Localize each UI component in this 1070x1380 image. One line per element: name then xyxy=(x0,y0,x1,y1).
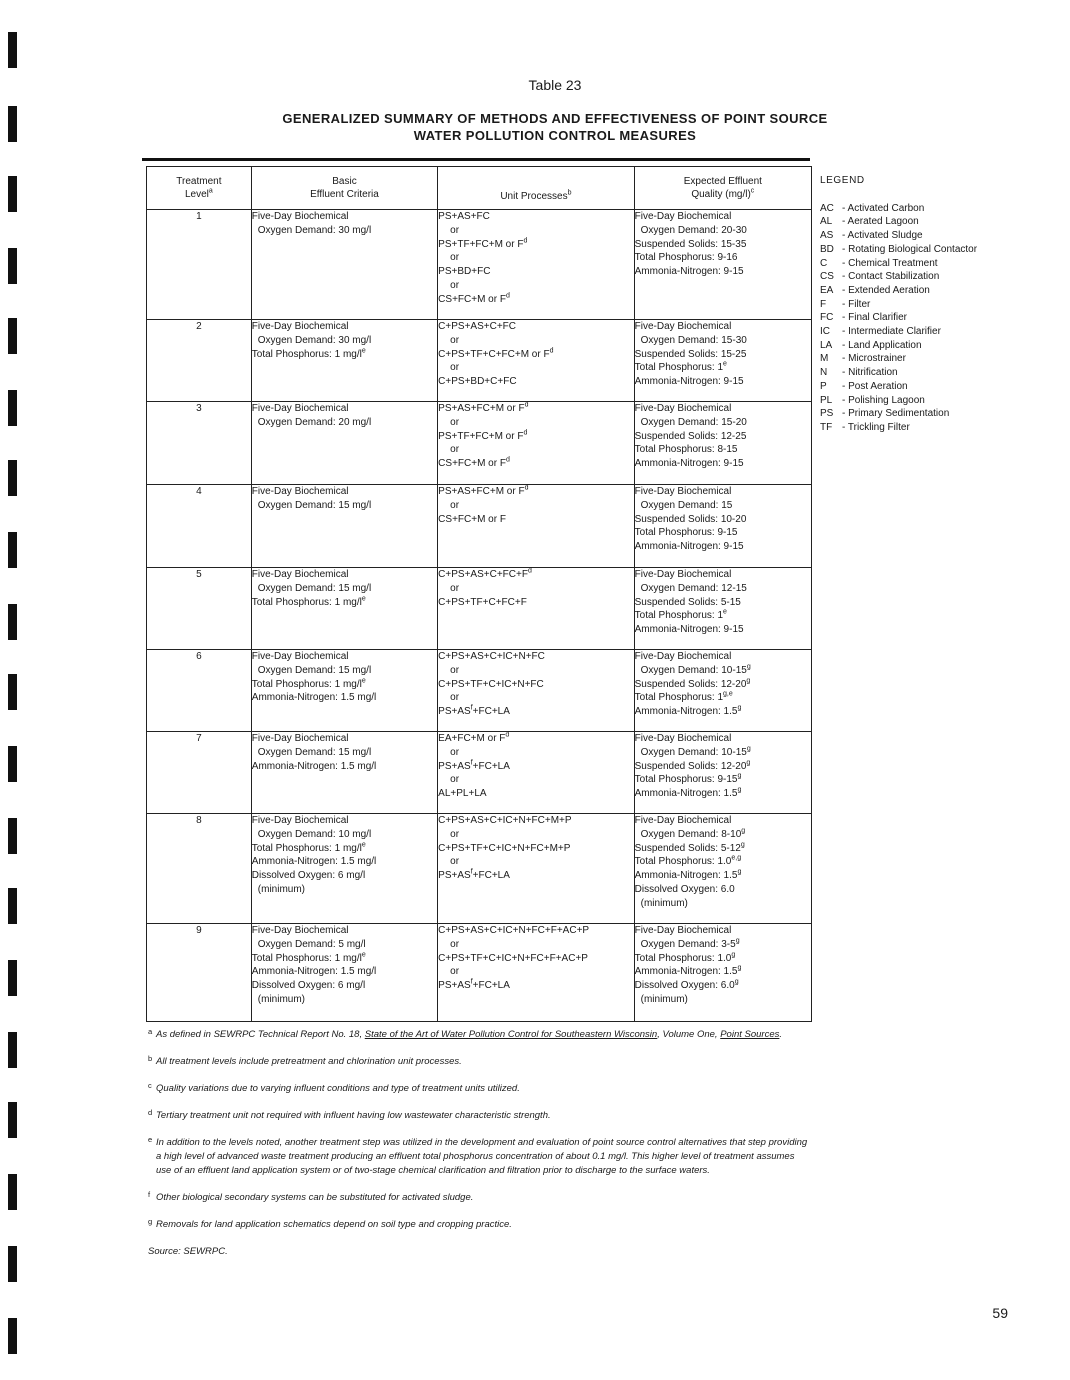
processes-cell: C+PS+AS+C+FC or C+PS+TF+C+FC+M or $F^d$ or C+PS+BD+C+FC xyxy=(438,320,634,402)
table-row xyxy=(147,732,812,814)
legend-item: AL - Aerated Lagoon xyxy=(820,216,919,228)
footnote-d: d Tertiary treatment unit not required with influent having low wastewater characteristic strength. xyxy=(148,1108,551,1121)
header-quality: Expected Effluent Quality $(mg/l)^c$ xyxy=(634,167,811,210)
binding-marks xyxy=(8,0,22,1380)
table-row xyxy=(147,210,812,320)
legend-item: TF - Trickling Filter xyxy=(820,421,910,433)
summary-table xyxy=(146,166,812,1022)
table-row xyxy=(147,402,812,485)
title-line: GENERALIZED SUMMARY OF METHODS AND EFFECTIVENESS OF POINT SOURCE xyxy=(282,111,828,126)
quality-cell: Five-Day Biochemical Oxygen Demand: 10-15$^g$ Suspended Solids: 12-20$^g$ Total Phosphorus: 9-15$^g$ Ammonia-Nitrogen: 1.5$^g$ xyxy=(634,732,811,814)
processes-cell: C+PS+AS+C+IC+N+FC+M+P or C+PS+TF+C+IC+N+FC+M+P or $PS+AS^f+FC+LA$ xyxy=(438,814,634,924)
criteria-cell: Five-Day Biochemical Oxygen Demand: 20 mg/l xyxy=(251,402,437,485)
level-cell: 5 xyxy=(147,568,252,650)
quality-cell: Five-Day Biochemical Oxygen Demand: 3-5$^g$ Total Phosphorus: 1.0$^g$ Ammonia-Nitrogen: 1.5$^g$ Dissolved Oxygen: 6.0$^g$ (minimum) xyxy=(634,924,811,1022)
footnote-g: g Removals for land application schematics depend on soil type and cropping practice. xyxy=(148,1217,512,1230)
legend-item: N - Nitrification xyxy=(820,367,898,379)
level-cell: 2 xyxy=(147,320,252,402)
footnote-b: b All treatment levels include pretreatment and chlorination unit processes. xyxy=(148,1054,462,1067)
legend-item: PS - Primary Sedimentation xyxy=(820,408,950,420)
binding-mark xyxy=(8,1102,17,1138)
legend-item: IC - Intermediate Clarifier xyxy=(820,326,941,338)
table-row xyxy=(147,814,812,924)
criteria-cell: Five-Day Biochemical Oxygen Demand: 15 mg/l Ammonia-Nitrogen: 1.5 mg/l xyxy=(251,732,437,814)
criteria-cell: Five-Day Biochemical Oxygen Demand: 15 mg/l xyxy=(251,485,437,568)
footnotes xyxy=(148,1028,812,1259)
legend-item: AS - Activated Sludge xyxy=(820,230,923,242)
legend-item: CS - Contact Stabilization xyxy=(820,271,940,283)
processes-cell: PS+AS+FC or PS+TF+FC+M or $F^d$ or PS+BD+FC or CS+FC+M or $F^d$ xyxy=(438,210,634,320)
processes-cell: C+PS+AS+C+IC+N+FC or C+PS+TF+C+IC+N+FC or $PS+AS^f+FC+LA$ xyxy=(438,650,634,732)
processes-cell: PS+AS+FC+M or $F^d$ or CS+FC+M or F xyxy=(438,485,634,568)
processes-cell: $C+PS+AS+C+FC+F^d$ or C+PS+TF+C+FC+F xyxy=(438,568,634,650)
binding-mark xyxy=(8,532,17,568)
legend-item: C - Chemical Treatment xyxy=(820,257,938,269)
criteria-cell: Five-Day Biochemical Oxygen Demand: 15 mg/l Total Phosphorus: 1 $mg/l^e$ xyxy=(251,568,437,650)
footnote-c: c Quality variations due to varying influent conditions and type of treatment units utilized. xyxy=(148,1081,520,1094)
table-row xyxy=(147,320,812,402)
binding-mark xyxy=(8,746,17,782)
header-processes: Unit Processes$^b$ xyxy=(438,167,634,210)
processes-cell: C+PS+AS+C+IC+N+FC+F+AC+P or C+PS+TF+C+IC+N+FC+F+AC+P or $PS+AS^f+FC+LA$ xyxy=(438,924,634,1022)
level-cell: 3 xyxy=(147,402,252,485)
level-cell: 6 xyxy=(147,650,252,732)
header-level: Treatment Level$^a$ xyxy=(147,167,252,210)
title-line: WATER POLLUTION CONTROL MEASURES xyxy=(413,128,697,143)
page-number: 59 xyxy=(992,1305,1008,1321)
table-row xyxy=(147,485,812,568)
binding-mark xyxy=(8,960,17,996)
top-rule xyxy=(142,158,810,161)
binding-mark xyxy=(8,318,17,354)
header-row xyxy=(147,167,812,210)
level-cell: 9 xyxy=(147,924,252,1022)
source-line: Source: SEWRPC. xyxy=(148,1246,228,1257)
level-cell: 4 xyxy=(147,485,252,568)
legend xyxy=(820,174,977,435)
legend-item: BD - Rotating Biological Contactor xyxy=(820,243,978,255)
binding-mark xyxy=(8,604,17,640)
binding-mark xyxy=(8,460,17,496)
legend-item: P - Post Aeration xyxy=(820,380,908,392)
binding-mark xyxy=(8,674,17,710)
processes-cell: EA+FC+M or $F^d$ or $PS+AS^f+FC+LA$ or AL+PL+LA xyxy=(438,732,634,814)
legend-item: M - Microstrainer xyxy=(820,353,906,365)
legend-item: F - Filter xyxy=(820,298,871,310)
binding-mark xyxy=(8,1318,17,1354)
binding-mark xyxy=(8,1032,17,1068)
footnote-e: e In addition to the levels noted, another treatment step was utilized in the development and evaluation of point source control alternatives that step providing a high level of advanced waste treatment producing an effluent total phosphorus concentration of about 0.1 mg/l. This higher level of treatment assumes use of an effluent land application system or of two-stage chemical clarification and filtration prior to discharge to the surface waters. xyxy=(148,1135,808,1176)
criteria-cell: Five-Day Biochemical Oxygen Demand: 30 mg/l Total Phosphorus: 1 $mg/l^e$ xyxy=(251,320,437,402)
quality-cell: Five-Day Biochemical Oxygen Demand: 15-20 Suspended Solids: 12-25 Total Phosphorus: 8-15 Ammonia-Nitrogen: 9-15 xyxy=(634,402,811,485)
quality-cell: Five-Day Biochemical Oxygen Demand: 8-10$^g$ Suspended Solids: 5-12$^g$ Total Phosphorus: 1.0$^{e,g}$ Ammonia-Nitrogen: 1.5$^g$ Dissolved Oxygen: 6.0 (minimum) xyxy=(634,814,811,924)
legend-item: EA - Extended Aeration xyxy=(820,284,930,296)
footnote-a: a As defined in SEWRPC Technical Report No. 18, State of the Art of Water Pollution Control for Southeastern Wisconsin, Volume One, Point Sources. xyxy=(148,1027,783,1040)
binding-mark xyxy=(8,888,17,924)
processes-cell: PS+AS+FC+M or $F^d$ or PS+TF+FC+M or $F^d$ or CS+FC+M or $F^d$ xyxy=(438,402,634,485)
binding-mark xyxy=(8,390,17,426)
table-row xyxy=(147,650,812,732)
quality-cell: Five-Day Biochemical Oxygen Demand: 15-30 Suspended Solids: 15-25 Total Phosphorus: 1e Ammonia-Nitrogen: 9-15 xyxy=(634,320,811,402)
level-cell: 1 xyxy=(147,210,252,320)
level-cell: 8 xyxy=(147,814,252,924)
criteria-cell: Five-Day Biochemical Oxygen Demand: 10 mg/l Total Phosphorus: 1 $mg/l^e$ Ammonia-Nitrogen: 1.5 mg/l Dissolved Oxygen: 6 mg/l (minimum) xyxy=(251,814,437,924)
table-row xyxy=(147,568,812,650)
binding-mark xyxy=(8,32,17,68)
quality-cell: Five-Day Biochemical Oxygen Demand: 10-15$^g$ Suspended Solids: 12-20$^g$ Total Phosphorus: 1$^{g,e}$ Ammonia-Nitrogen: 1.5$^g$ xyxy=(634,650,811,732)
quality-cell: Five-Day Biochemical Oxygen Demand: 15 Suspended Solids: 10-20 Total Phosphorus: 9-15 Ammonia-Nitrogen: 9-15 xyxy=(634,485,811,568)
table-label: Table 23 xyxy=(528,77,582,93)
legend-item: AC - Activated Carbon xyxy=(820,202,925,214)
criteria-cell: Five-Day Biochemical Oxygen Demand: 5 mg/l Total Phosphorus: 1 $mg/l^e$ Ammonia-Nitrogen: 1.5 mg/l Dissolved Oxygen: 6 mg/l (minimum) xyxy=(251,924,437,1022)
criteria-cell: Five-Day Biochemical Oxygen Demand: 30 mg/l xyxy=(251,210,437,320)
binding-mark xyxy=(8,818,17,854)
legend-list xyxy=(820,202,977,435)
binding-mark xyxy=(8,1174,17,1210)
footnote-f: f Other biological secondary systems can be substituted for activated sludge. xyxy=(148,1190,474,1203)
table-title xyxy=(0,110,1070,144)
quality-cell: Five-Day Biochemical Oxygen Demand: 12-15 Suspended Solids: 5-15 Total Phosphorus: 1e Ammonia-Nitrogen: 9-15 xyxy=(634,568,811,650)
header-criteria: Basic Effluent Criteria xyxy=(251,167,437,210)
quality-cell: Five-Day Biochemical Oxygen Demand: 20-30 Suspended Solids: 15-35 Total Phosphorus: 9-16 Ammonia-Nitrogen: 9-15 xyxy=(634,210,811,320)
binding-mark xyxy=(8,1246,17,1282)
legend-item: LA - Land Application xyxy=(820,339,922,351)
legend-title: LEGEND xyxy=(820,175,865,186)
level-cell: 7 xyxy=(147,732,252,814)
table-row xyxy=(147,924,812,1022)
criteria-cell: Five-Day Biochemical Oxygen Demand: 15 mg/l Total Phosphorus: 1 $mg/l^e$ Ammonia-Nitrogen: 1.5 mg/l xyxy=(251,650,437,732)
binding-mark xyxy=(8,176,17,212)
legend-item: PL - Polishing Lagoon xyxy=(820,394,925,406)
binding-mark xyxy=(8,248,17,284)
legend-item: FC - Final Clarifier xyxy=(820,312,908,324)
